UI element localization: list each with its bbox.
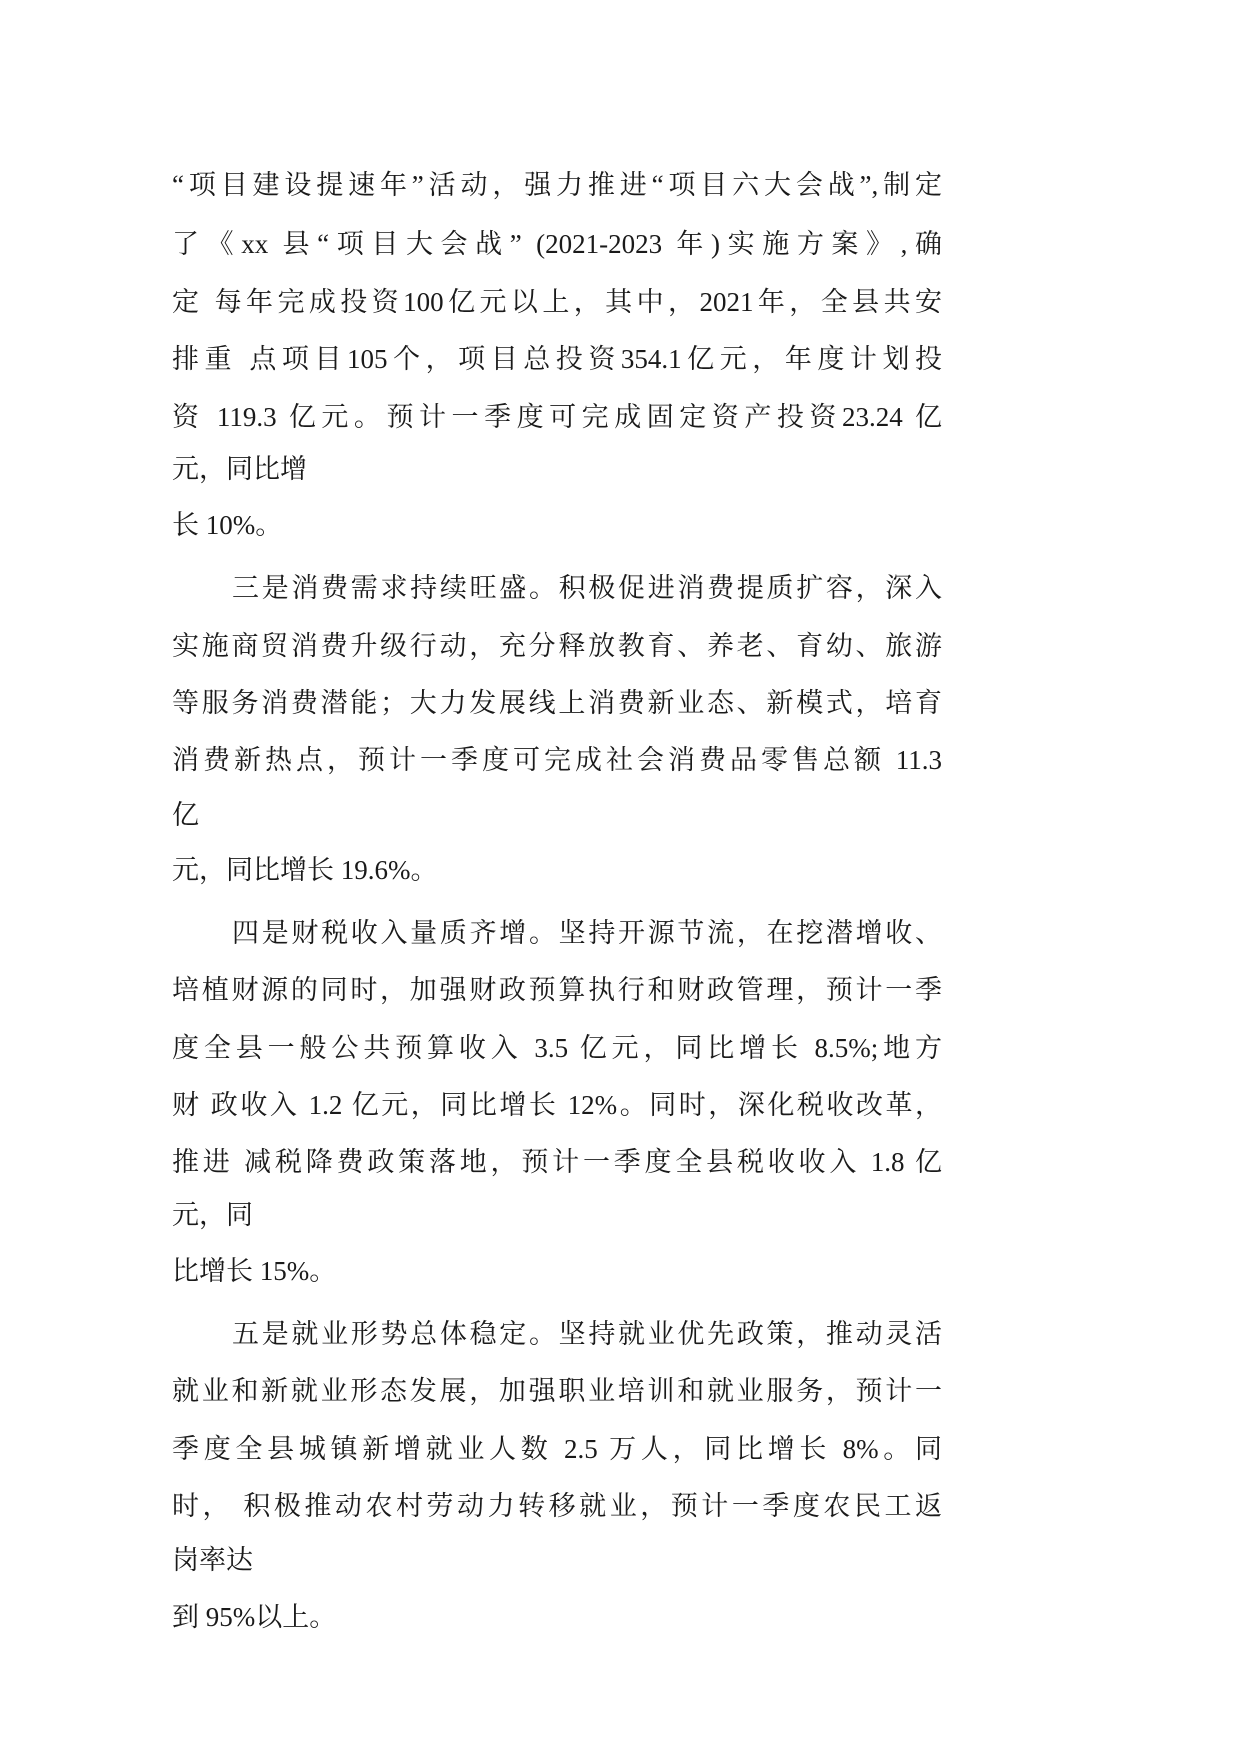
text-line: 四是财税收入量质齐增。坚持开源节流，在挖潜增收、 [232, 918, 942, 948]
text-line: 了《xx 县“项目大会战” (2021-2023 年)实施方案》,确 [172, 229, 942, 259]
text-line: 消费新热点，预计一季度可完成社会消费品零售总额 11.3 [172, 745, 942, 775]
text-line: 排重 点项目105个，项目总投资354.1亿元，年度计划投 [172, 344, 942, 374]
text-line: 长 10%。 [172, 510, 283, 540]
text-line: 财 政收入 1.2 亿元，同比增长 12%。同时，深化税收改革， [172, 1090, 942, 1120]
text-line: 实施商贸消费升级行动，充分释放教育、养老、育幼、旅游 [172, 631, 942, 661]
text-line: 到 95%以上。 [172, 1602, 337, 1632]
text-line: 亿 [172, 800, 199, 830]
text-line: “项目建设提速年”活动，强力推进“项目六大会战”,制定 [172, 170, 942, 200]
text-line: 元，同 [172, 1200, 253, 1230]
text-line: 元，同比增 [172, 454, 307, 484]
text-line: 度全县一般公共预算收入 3.5 亿元，同比增长 8.5%;地方 [172, 1033, 942, 1063]
text-line: 培植财源的同时，加强财政预算执行和财政管理，预计一季 [172, 975, 942, 1005]
text-line: 五是就业形势总体稳定。坚持就业优先政策，推动灵活 [232, 1319, 942, 1349]
text-line: 等服务消费潜能；大力发展线上消费新业态、新模式，培育 [172, 688, 942, 718]
text-line: 三是消费需求持续旺盛。积极促进消费提质扩容，深入 [232, 573, 942, 603]
text-line: 资 119.3 亿元。预计一季度可完成固定资产投资23.24 亿 [172, 402, 942, 432]
text-line: 就业和新就业形态发展，加强职业培训和就业服务，预计一 [172, 1376, 942, 1406]
text-line: 季度全县城镇新增就业人数 2.5 万人，同比增长 8%。同 [172, 1434, 942, 1464]
text-line: 岗率达 [172, 1545, 253, 1575]
text-line: 元，同比增长 19.6%。 [172, 855, 438, 885]
text-line: 定 每年完成投资100亿元以上，其中，2021年，全县共安 [172, 287, 942, 317]
text-line: 时， 积极推动农村劳动力转移就业，预计一季度农民工返 [172, 1491, 942, 1521]
text-line: 推进 减税降费政策落地，预计一季度全县税收收入 1.8 亿 [172, 1147, 942, 1177]
text-line: 比增长 15%。 [172, 1256, 337, 1286]
